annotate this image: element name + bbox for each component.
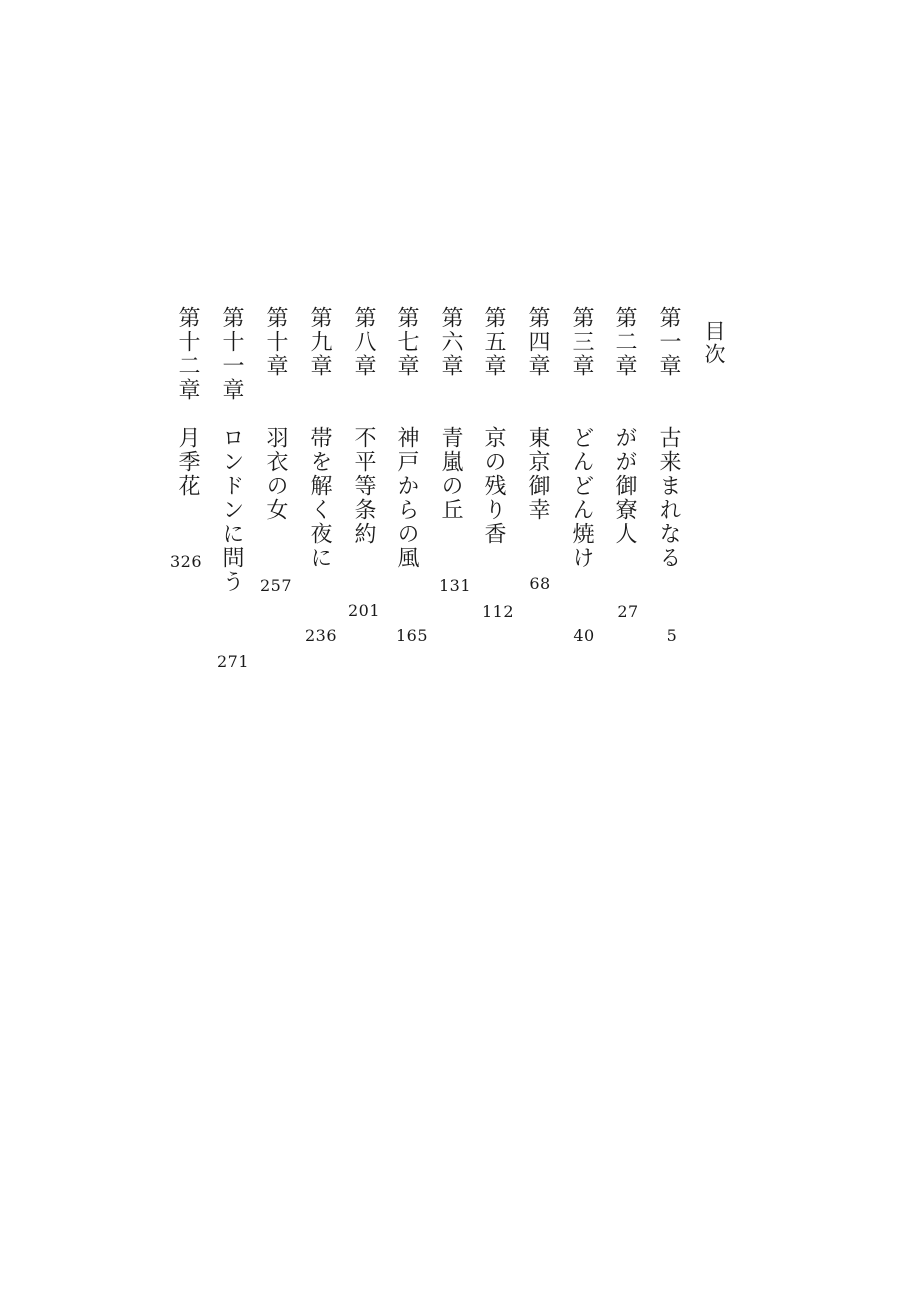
page-number: 112 — [481, 602, 515, 621]
chapter-number: 第七章 — [394, 306, 419, 378]
toc-entry[interactable] — [570, 306, 600, 666]
chapter-title: 不平等条約 — [351, 426, 376, 546]
toc-entry[interactable] — [216, 306, 250, 671]
chapter-title: 京の残り香 — [481, 426, 506, 546]
chapter-title: 羽衣の女 — [263, 426, 288, 522]
toc-title: 目次 — [702, 320, 726, 366]
toc-entry[interactable] — [394, 306, 429, 666]
chapter-title: ロンドンに問う — [219, 426, 244, 594]
page-number: 40 — [573, 626, 595, 645]
page-number: 326 — [169, 552, 203, 571]
page-number: 165 — [395, 626, 429, 645]
toc-entry[interactable] — [613, 306, 643, 666]
toc-entry[interactable] — [438, 306, 472, 666]
chapter-title: 帯を解く夜に — [307, 426, 332, 570]
toc-entry[interactable] — [304, 306, 338, 666]
chapter-title: 月季花 — [175, 426, 200, 498]
toc-entry[interactable] — [481, 306, 515, 666]
chapter-title: 青嵐の丘 — [438, 426, 463, 522]
chapter-number: 第三章 — [569, 306, 594, 378]
chapter-number: 第六章 — [438, 306, 463, 378]
chapter-number: 第四章 — [525, 306, 550, 378]
page-number: 236 — [304, 626, 338, 645]
chapter-number: 第五章 — [481, 306, 506, 378]
chapter-title: 古来まれなる — [656, 426, 681, 570]
toc-entry[interactable] — [259, 306, 294, 666]
chapter-number: 第十一章 — [219, 306, 244, 402]
chapter-number: 第一章 — [656, 306, 681, 378]
page-number: 68 — [529, 574, 551, 593]
page-number: 131 — [438, 576, 472, 595]
toc-entry[interactable] — [526, 306, 556, 666]
toc-entry[interactable] — [169, 306, 206, 666]
toc-entry[interactable] — [347, 306, 382, 666]
chapter-number: 第二章 — [612, 306, 637, 378]
toc-entry[interactable] — [657, 306, 687, 666]
chapter-number: 第九章 — [307, 306, 332, 378]
chapter-title: 神戸からの風 — [394, 426, 419, 570]
chapter-title: がが御寮人 — [612, 426, 637, 546]
chapter-number: 第十章 — [263, 306, 288, 378]
page-number: 5 — [666, 626, 678, 645]
page-number: 257 — [259, 576, 293, 595]
chapter-number: 第八章 — [351, 306, 376, 378]
chapter-number: 第十二章 — [175, 306, 200, 402]
page-number: 271 — [216, 652, 250, 671]
page-number: 201 — [347, 601, 381, 620]
page-number: 27 — [617, 602, 639, 621]
chapter-title: 東京御幸 — [525, 426, 550, 522]
chapter-title: どんどん焼け — [569, 426, 594, 570]
